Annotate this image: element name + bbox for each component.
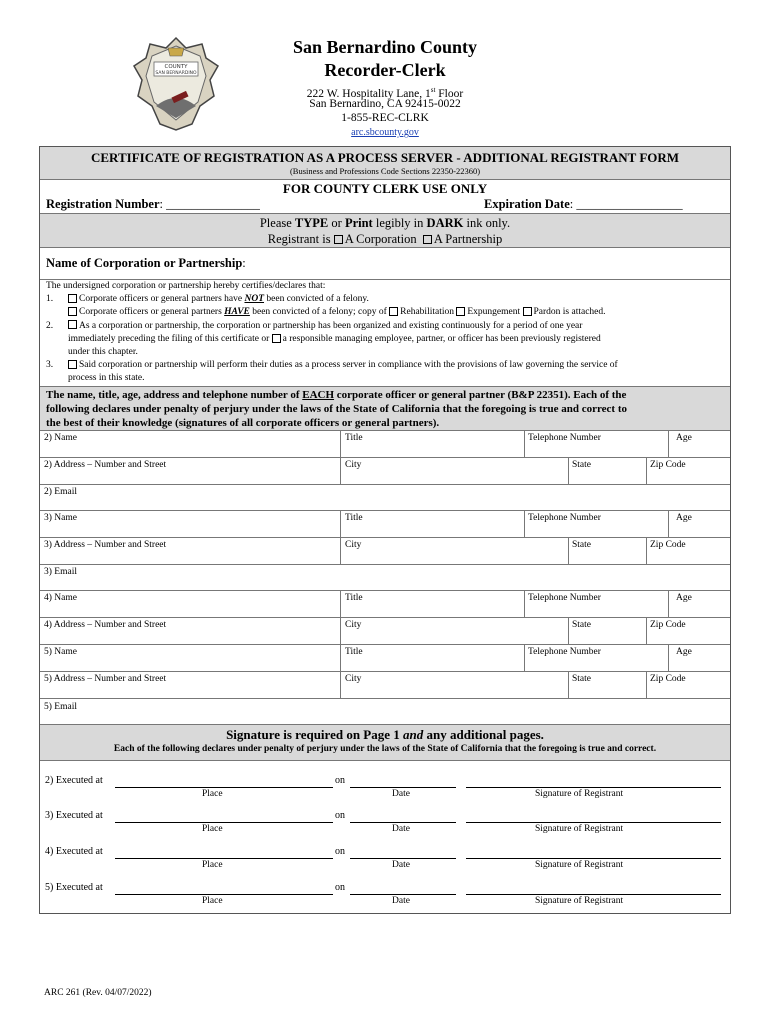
address-line-2: San Bernardino, CA 92415-0022: [309, 98, 461, 110]
expiration-date-field[interactable]: Expiration Date: _________________: [484, 197, 683, 211]
officer-4-name-row: [40, 591, 730, 618]
signature-input[interactable]: [466, 894, 721, 895]
place-input[interactable]: [115, 894, 333, 895]
title-field[interactable]: Title: [345, 513, 363, 523]
registration-form: [39, 146, 731, 914]
state-field[interactable]: State: [572, 540, 591, 550]
signature-declaration: Each of the following declares under penalty of perjury under the laws of the State of California that the foregoing is true and correct.: [113, 744, 657, 754]
age-field[interactable]: Age: [676, 593, 692, 603]
registrant-type: Registrant is A Corporation A Partnership: [267, 232, 503, 246]
signature-caption: Signature of Registrant: [535, 896, 624, 906]
state-field[interactable]: State: [572, 620, 591, 630]
officer-3-address-row: [40, 538, 730, 565]
address-field[interactable]: 5) Address – Number and Street: [44, 674, 167, 684]
registration-number-field[interactable]: Registration Number: _______________: [46, 197, 260, 211]
age-field[interactable]: Age: [676, 513, 692, 523]
title-field[interactable]: Title: [345, 593, 363, 603]
convicted-checkbox[interactable]: [68, 307, 77, 316]
officers-heading: The name, title, age, address and telephone number of EACH corporate officer or general partner (B&P 22351). Each of the following declares under penalty of perjury under the laws of the State of California that the foregoing is true and correct to the best of their knowledge (signatures of all corporate officers or general partners).: [46, 389, 628, 429]
compliance-checkbox[interactable]: [68, 360, 77, 369]
ink-instruction: Please TYPE or Print legibly in DARK ink only.: [259, 216, 511, 230]
corporation-checkbox[interactable]: [334, 235, 343, 244]
clerk-use-heading: FOR COUNTY CLERK USE ONLY: [282, 181, 488, 196]
signature-input[interactable]: [466, 822, 721, 823]
place-caption: Place: [202, 789, 223, 799]
agency-department: Recorder-Clerk: [324, 60, 446, 80]
date-input[interactable]: [350, 858, 456, 859]
on-label: on: [335, 810, 345, 821]
svg-text:SAN BERNARDINO: SAN BERNARDINO: [155, 71, 197, 76]
place-caption: Place: [202, 824, 223, 834]
signature-heading-block: [40, 725, 730, 761]
officer-2-email-row: [40, 485, 730, 511]
place-caption: Place: [202, 860, 223, 870]
officers-heading-block: [40, 387, 730, 431]
svg-text:COUNTY: COUNTY: [164, 64, 188, 70]
city-field[interactable]: City: [345, 460, 362, 470]
address-field[interactable]: 3) Address – Number and Street: [44, 540, 167, 550]
place-input[interactable]: [115, 787, 333, 788]
date-input[interactable]: [350, 894, 456, 895]
name-field[interactable]: 3) Name: [44, 513, 77, 523]
zip-field[interactable]: Zip Code: [650, 540, 686, 550]
email-field[interactable]: 5) Email: [44, 702, 77, 712]
address-field[interactable]: 4) Address – Number and Street: [44, 620, 167, 630]
pardon-checkbox[interactable]: [523, 307, 532, 316]
date-caption: Date: [392, 860, 410, 870]
date-input[interactable]: [350, 822, 456, 823]
form-subtitle: (Business and Professions Code Sections 22350-22360): [289, 166, 481, 176]
website-link[interactable]: arc.sbcounty.gov: [351, 127, 419, 138]
signature-input[interactable]: [466, 858, 721, 859]
on-label: on: [335, 846, 345, 857]
expungement-checkbox[interactable]: [456, 307, 465, 316]
telephone-field[interactable]: Telephone Number: [528, 513, 601, 523]
name-field[interactable]: 2) Name: [44, 433, 77, 443]
officer-3-name-row: [40, 511, 730, 538]
managing-employee-checkbox[interactable]: [272, 334, 281, 343]
title-field[interactable]: Title: [345, 433, 363, 443]
signature-caption: Signature of Registrant: [535, 860, 624, 870]
executed-label: 4) Executed at: [45, 846, 103, 857]
date-caption: Date: [392, 896, 410, 906]
age-field[interactable]: Age: [676, 647, 692, 657]
telephone-field[interactable]: Telephone Number: [528, 433, 601, 443]
agency-name: San Bernardino County: [292, 37, 478, 57]
signature-input[interactable]: [466, 787, 721, 788]
telephone-field[interactable]: Telephone Number: [528, 593, 601, 603]
email-field[interactable]: 2) Email: [44, 487, 77, 497]
officer-5-email-row: [40, 699, 730, 725]
address-line-1: 222 W. Hospitality Lane, 1st Floor: [306, 86, 464, 100]
organized-one-year-checkbox[interactable]: [68, 320, 77, 329]
corporation-name-field[interactable]: [40, 248, 730, 280]
city-field[interactable]: City: [345, 674, 362, 684]
name-field[interactable]: 5) Name: [44, 647, 77, 657]
officer-2-address-row: [40, 458, 730, 485]
officer-5-address-row: [40, 672, 730, 699]
place-input[interactable]: [115, 858, 333, 859]
telephone-field[interactable]: Telephone Number: [528, 647, 601, 657]
phone-number: 1-855-REC-CLRK: [341, 112, 429, 124]
email-field[interactable]: 3) Email: [44, 567, 77, 577]
instruction-block: [40, 214, 730, 248]
corporation-name-label: Name of Corporation or Partnership:: [46, 256, 246, 270]
form-revision: ARC 261 (Rev. 04/07/2022): [44, 988, 152, 998]
not-convicted-checkbox[interactable]: [68, 294, 77, 303]
form-title-block: [40, 147, 730, 180]
officer-5-name-row: [40, 645, 730, 672]
officer-2-name-row: [40, 431, 730, 458]
declarations-text: The undersigned corporation or partnership hereby certifies/declares that: 1. Corporate officers or general partners have NOT been convicted of a felony. Corporate officers or general partners HAVE been convicted of a felony; copy of Rehabilitation Expungement Pardon is attached. 2. As a corporation or partnership, the corporation or partnership has been organized and existing continuously for a period of one year immediately preceding the filing of this certificate or a responsible managing employee, partner, or officer has been previously registered under this chapter. 3. Said corporation or partnership will perform their duties as a process server in compliance with the provisions of law governing the service of process in this state.: [46, 281, 618, 384]
signature-heading: Signature is required on Page 1 and any additional pages.: [226, 727, 544, 742]
signature-caption: Signature of Registrant: [535, 824, 624, 834]
on-label: on: [335, 775, 345, 786]
partnership-checkbox[interactable]: [423, 235, 432, 244]
age-field[interactable]: Age: [676, 433, 692, 443]
signature-caption: Signature of Registrant: [535, 789, 624, 799]
place-input[interactable]: [115, 822, 333, 823]
title-field[interactable]: Title: [345, 647, 363, 657]
place-caption: Place: [202, 896, 223, 906]
form-title: CERTIFICATE OF REGISTRATION AS A PROCESS SERVER - ADDITIONAL REGISTRANT FORM: [90, 150, 680, 165]
officer-3-email-row: [40, 565, 730, 591]
address-field[interactable]: 2) Address – Number and Street: [44, 460, 167, 470]
declarations-block: [40, 280, 730, 387]
city-field[interactable]: City: [345, 620, 362, 630]
on-label: on: [335, 882, 345, 893]
clerk-use-block: [40, 180, 730, 214]
rehabilitation-checkbox[interactable]: [389, 307, 398, 316]
executed-label: 3) Executed at: [45, 810, 103, 821]
executed-label: 2) Executed at: [45, 775, 103, 786]
executed-label: 5) Executed at: [45, 882, 103, 893]
name-field[interactable]: 4) Name: [44, 593, 77, 603]
zip-field[interactable]: Zip Code: [650, 460, 686, 470]
date-caption: Date: [392, 824, 410, 834]
city-field[interactable]: City: [345, 540, 362, 550]
officer-4-address-row: [40, 618, 730, 645]
signature-rows: [40, 767, 730, 907]
state-field[interactable]: State: [572, 460, 591, 470]
zip-field[interactable]: Zip Code: [650, 674, 686, 684]
zip-field[interactable]: Zip Code: [650, 620, 686, 630]
date-input[interactable]: [350, 787, 456, 788]
state-field[interactable]: State: [572, 674, 591, 684]
date-caption: Date: [392, 789, 410, 799]
